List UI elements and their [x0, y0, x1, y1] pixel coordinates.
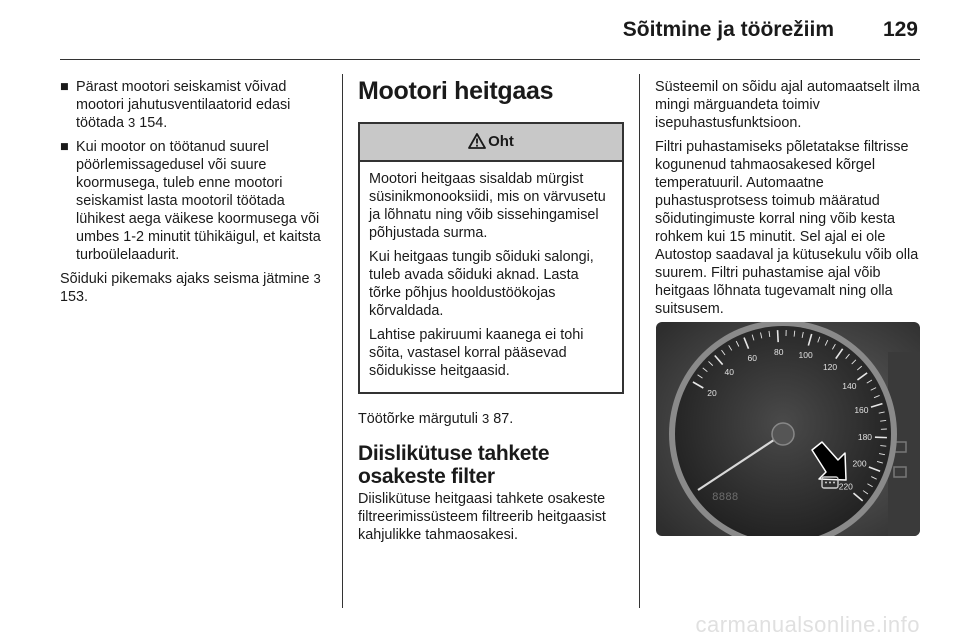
bullet-text: Pärast mootori seiskamist võivad mootori jahutusventilaatorid edasi töötada [76, 79, 291, 131]
speedometer-tick-label: 200 [852, 458, 867, 469]
speedometer-tick-label: 20 [707, 388, 717, 398]
speedometer-tick-label: 40 [724, 367, 734, 378]
warning-text: Mootori heitgaas sisaldab mürgist süsinikmonooksiidi, mis on värvusetu ja lõhnatu ning võib sissehingamisel põhjustada surma. [369, 171, 606, 241]
speedometer-photo [656, 322, 920, 536]
page-ref-arrow-icon: 3 [313, 271, 321, 286]
page-ref-link[interactable]: 153. [60, 289, 89, 305]
watermark: carmanualsonline.info [695, 612, 920, 637]
column-1 [60, 78, 332, 312]
section-title: Sõitmine ja töörežiim [622, 18, 834, 41]
warning-header [360, 124, 622, 162]
speedometer-illustration [656, 322, 920, 536]
warning-triangle-icon [468, 133, 486, 149]
page-ref-link[interactable]: 87. [493, 411, 514, 427]
speedometer-tick-label: 180 [857, 431, 873, 442]
page-number: 129 [882, 18, 918, 41]
odometer-display: 8888 [712, 492, 739, 504]
column-2 [358, 76, 624, 544]
bullet-mark: ■ [60, 139, 69, 155]
bullet-mark: ■ [60, 79, 69, 95]
page-ref-arrow-icon: 3 [481, 411, 490, 426]
speedometer-tick-label: 140 [842, 380, 857, 391]
warning-text: Lahtise pakiruumi kaanega ei tohi sõita, vastasel korral pääsevad sõidukisse heitgaasid. [369, 327, 584, 379]
page-ref-link[interactable]: 154. [139, 115, 168, 131]
list-item [60, 78, 332, 132]
speedometer-tick-label: 160 [854, 405, 869, 416]
speedometer-tick-label: 120 [822, 361, 838, 372]
paragraph [358, 410, 624, 428]
paragraph [60, 270, 332, 306]
speedometer-tick-label: 100 [798, 350, 813, 361]
warning-title: Oht [488, 133, 514, 150]
paragraph-text: Sõiduki pikemaks ajaks seisma jätmine [60, 271, 310, 287]
speedometer-tick [778, 330, 779, 342]
section-heading: Mootori heitgaas [358, 77, 554, 105]
paragraph-text: Diislikütuse heitgaasi tahkete osakeste filtreerimissüsteem filtreerib heitgaasist kahjulikke tahmaosakesi. [358, 491, 606, 543]
column-divider-left [342, 74, 343, 608]
column-3 [655, 78, 923, 324]
speedometer-tick-label: 60 [747, 352, 758, 363]
warning-text: Kui heitgaas tungib sõiduki salongi, tuleb avada sõiduki aknad. Lasta tõrke põhjus hooldustöökojas kõrvaldada. [369, 249, 594, 319]
page-header [60, 0, 920, 60]
column-divider-right [639, 74, 640, 608]
speedometer-tick-label: 220 [838, 481, 853, 492]
subsection-heading: Diislikütuse tahkete osakeste filter [358, 442, 550, 488]
paragraph-text: Süsteemil on sõidu ajal automaatselt ilma mingi märguandeta toimiv isepuhastusfunktsioon. [655, 79, 920, 131]
warning-box [358, 122, 624, 394]
page-ref-arrow-icon: 3 [128, 115, 136, 130]
speedometer-tick-label: 80 [773, 347, 784, 358]
paragraph-text: Töötõrke märgutuli [358, 411, 478, 427]
needle-hub [772, 423, 794, 445]
list-item [60, 138, 332, 264]
bullet-text: Kui mootor on töötanud suurel pöörlemissagedusel või suure koormusega, tuleb enne mootori seiskamist lasta mootoril töötada lühikest aega väikese koormusega või umbes 1-2 minutit tühikäigul, et kaitsta turboülelaadurit. [76, 139, 321, 263]
warning-body [360, 162, 622, 392]
paragraph-text: Filtri puhastamiseks põletatakse filtrisse kogunenud tahmaosakesed kõrgel temperatuuril. Automaatne puhastusprotsess toimub määratud sõidutingimuste korral ning võib kesta rohkem kui 15 minutit. Sel ajal ei ole Autostop saadaval ja kütusekulu võib olla suurem. Filtri puhastamise ajal võib heitgaas lõhnata tugevamalt ning olla suitsusem. [655, 139, 919, 317]
